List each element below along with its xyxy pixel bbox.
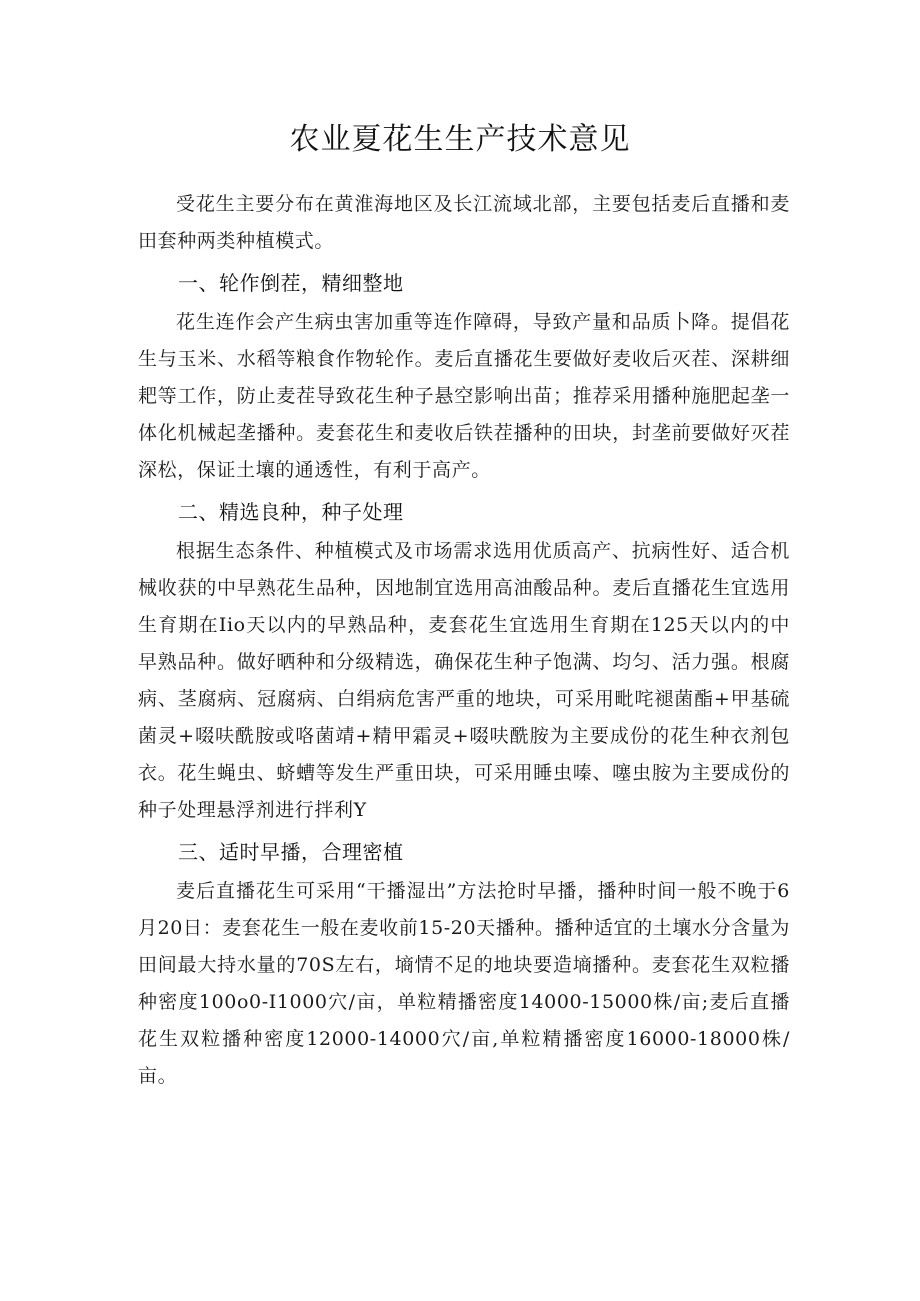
intro-paragraph: 受花生主要分布在黄淮海地区及长江流域北部，主要包括麦后直播和麦田套种两类种植模式。 — [138, 193, 790, 252]
section-paragraph: 根据生态条件、种植模式及市场需求选用优质高产、抗病性好、适合机械收获的中早熟花生品种，因地制宜选用高油酸品种。麦后直播花生宜选用生育期在Iio天以内的早熟品种，麦套花生宜选用生育期在125天以内的中早熟品种。做好晒种和分级精选，确保花生种子饱满、均匀、活力强。根腐病、茎腐病、冠腐病、白绢病危害严重的地块，可采用毗咤褪菌酯+甲基硫菌灵+啜呋酰胺或咯菌靖+精甲霜灵+啜呋酰胺为主要成份的花生种衣剂包衣。花生蝇虫、蛴螬等发生严重田块，可采用睡虫嗪、噻虫胺为主要成份的种子处理悬浮剂进行拌利Y — [138, 540, 790, 821]
section-heading: 一、轮作倒茬，精细整地 — [178, 271, 404, 295]
section-rotation — [138, 266, 790, 489]
document-body — [138, 186, 790, 1095]
page-title: 农业夏花生生产技术意见 — [289, 122, 631, 157]
section-sowing — [138, 835, 790, 1095]
section-paragraph: 麦后直播花生可采用“干播湿出”方法抢时早播，播种时间一般不晚于6月20日：麦套花生一般在麦收前15-20天播种。播种适宜的土壤水分含量为田间最大持水量的70S左右，墒情不足的地块要造墒播种。麦套花生双粒播种密度100o0-I1000穴/亩，单粒精播密度14000-15000株/亩;麦后直播花生双粒播种密度12000-14000穴/亩,单粒精播密度16000-18000株/亩。 — [138, 880, 790, 1087]
section-seed-selection — [138, 495, 790, 829]
section-paragraph: 花生连作会产生病虫害加重等连作障碍，导致产量和品质卜降。提倡花生与玉米、水稻等粮食作物轮作。麦后直播花生要做好麦收后灭茬、深耕细耙等工作，防止麦茬导致花生种子悬空影响出苗；推荐采用播种施肥起垄一体化机械起垄播种。麦套花生和麦收后铁茬播种的田块，封垄前要做好灭茬深松，保证土壤的通透性，有利于高产。 — [138, 311, 790, 481]
section-heading: 三、适时早播，合理密植 — [178, 840, 404, 864]
section-heading: 二、精选良种，种子处理 — [178, 500, 404, 524]
